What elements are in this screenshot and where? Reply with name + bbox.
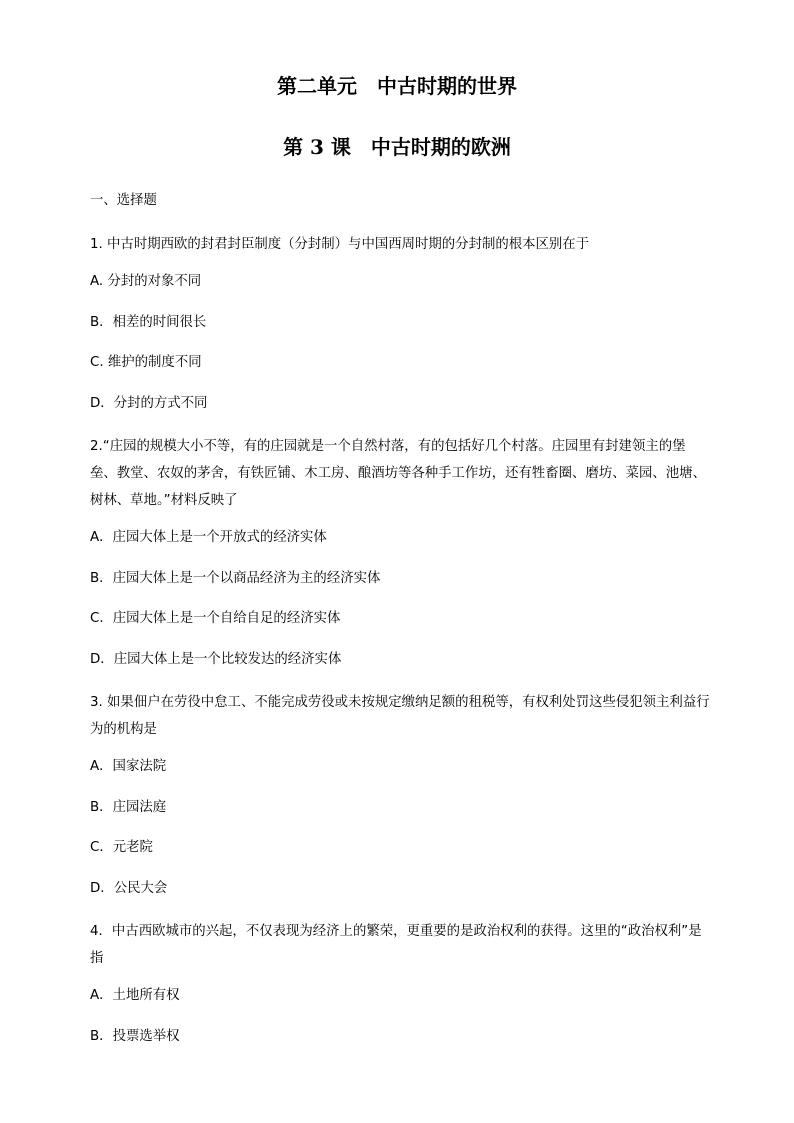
option-b: B．投票选举权 xyxy=(90,1028,180,1044)
question-1 xyxy=(90,231,710,415)
option-c: C．元老院 xyxy=(90,840,153,855)
question-2 xyxy=(90,433,710,671)
option-a: A．庄园大体上是一个开放式的经济实体 xyxy=(90,530,327,545)
option-d: D．公民大会 xyxy=(90,880,168,896)
document-body xyxy=(90,190,710,1066)
option-b: B．庄园大体上是一个以商品经济为主的经济实体 xyxy=(90,570,381,586)
unit-title: 第二单元 中古时期的世界 xyxy=(277,74,517,98)
question-4 xyxy=(90,918,710,1048)
question-stem: 3. 如果佃户在劳役中怠工、不能完成劳役或未按规定缴纳足额的租税等，有权利处罚这些侵犯领主利益行为的机构是 xyxy=(90,695,710,737)
option-a: A. 分封的对象不同 xyxy=(90,274,202,289)
option-a: A．土地所有权 xyxy=(90,988,180,1003)
question-stem: 1. 中古时期西欧的封君封臣制度（分封制）与中国西周时期的分封制的根本区别在于 xyxy=(90,237,590,252)
option-b: B．庄园法庭 xyxy=(90,799,167,815)
option-b: B．相差的时间很长 xyxy=(90,314,207,330)
section-heading: 一、选择题 xyxy=(90,193,157,208)
option-c: C．庄园大体上是一个自给自足的经济实体 xyxy=(90,611,341,626)
option-d: D．分封的方式不同 xyxy=(90,395,208,411)
question-stem: 4．中古西欧城市的兴起，不仅表现为经济上的繁荣，更重要的是政治权利的获得。这里的“政治权利”是指 xyxy=(90,924,702,966)
option-d: D．庄园大体上是一个比较发达的经济实体 xyxy=(90,651,342,667)
question-stem: 2.“庄园的规模大小不等，有的庄园就是一个自然村落，有的包括好几个村落。庄园里有封建领主的堡垒、教堂、农奴的茅舍，有铁匠铺、木工房、酿酒坊等各种手工作坊，还有牲畜圈、磨坊、菜园、池塘、树林、草地。”材料反映了 xyxy=(90,439,706,508)
lesson-title: 第 3 课 中古时期的欧洲 xyxy=(283,135,511,159)
question-3 xyxy=(90,689,710,900)
option-c: C. 维护的制度不同 xyxy=(90,355,202,370)
option-a: A．国家法院 xyxy=(90,759,167,774)
